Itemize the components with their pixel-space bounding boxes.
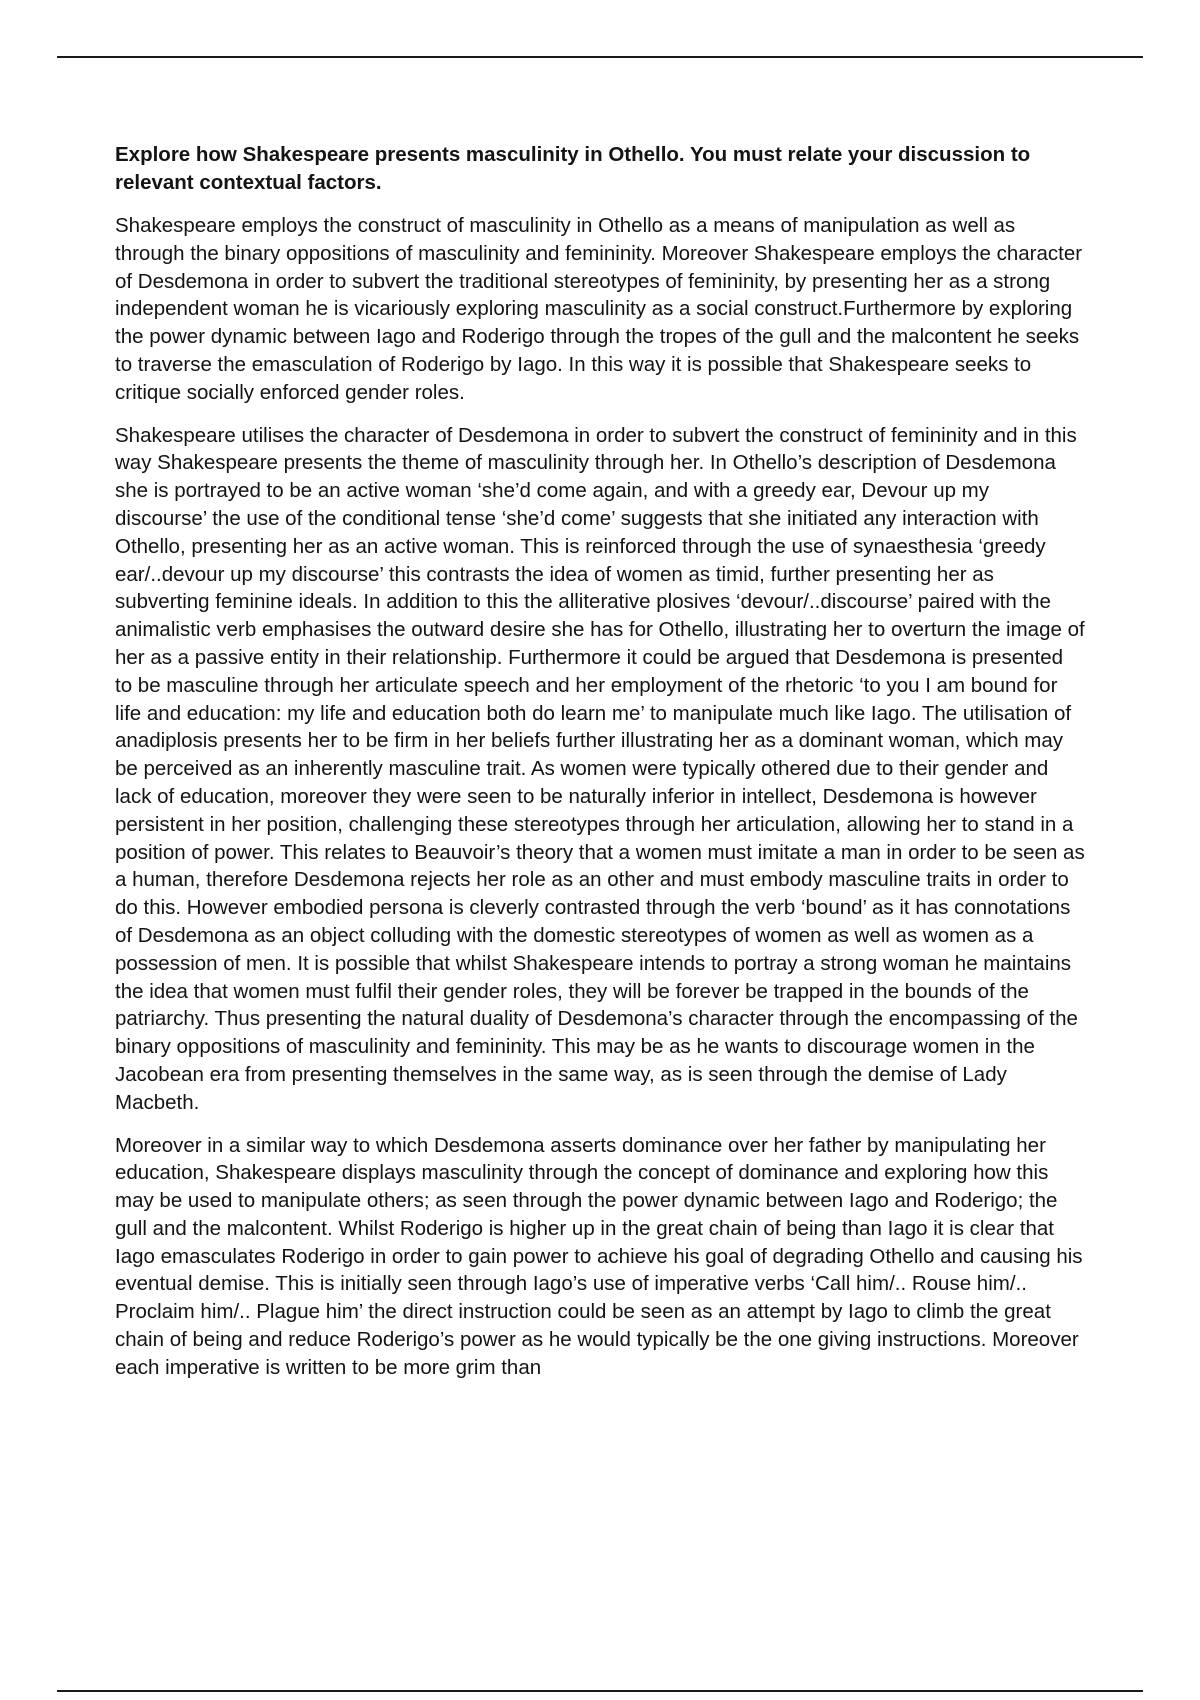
essay-title: Explore how Shakespeare presents masculinity in Othello. You must relate your discussion to relevant contextual factors.	[115, 143, 1031, 194]
paragraph-iago-roderigo: Moreover in a similar way to which Desdemona asserts dominance over her father by manipulating her education, Shakespeare displays masculinity through the concept of dominance and exploring how this may be used to manipulate others; as seen through the power dynamic between Iago and Roderigo; the gull and the malcontent. Whilst Roderigo is higher up in the great chain of being than Iago it is clear that Iago emasculates Roderigo in order to gain power to achieve his goal of degrading Othello and causing his eventual demise. This is initially seen through Iago’s use of imperative verbs ‘Call him/.. Rouse him/.. Proclaim him/.. Plague him’ the direct instruction could be seen as an attempt by Iago to climb the great chain of being and reduce Roderigo’s power as he would typically be the one giving instructions. Moreover each imperative is written to be more grim than	[115, 1133, 1083, 1379]
essay-body	[115, 141, 1085, 1397]
paragraph-desdemona: Shakespeare utilises the character of Desdemona in order to subvert the construct of femininity and in this way Shakespeare presents the theme of masculinity through her. In Othello’s description of Desdemona she is portrayed to be an active woman ‘she’d come again, and with a greedy ear, Devour up my discourse’ the use of the conditional tense ‘she’d come’ suggests that she initiated any interaction with Othello, presenting her as an active woman. This is reinforced through the use of synaesthesia ‘greedy ear/..devour up my discourse’ this contrasts the idea of women as timid, further presenting her as subverting feminine ideals. In addition to this the alliterative plosives ‘devour/..discourse’ paired with the animalistic verb emphasises the outward desire she has for Othello, illustrating her to overturn the image of her as a passive entity in their relationship. Furthermore it could be argued that Desdemona is presented to be masculine through her articulate speech and her employment of the rhetoric ‘to you I am bound for life and education: my life and education both do learn me’ to manipulate much like Iago. The utilisation of anadiplosis presents her to be firm in her beliefs further illustrating her as a dominant woman, which may be perceived as an inherently masculine trait. As women were typically othered due to their gender and lack of education, moreover they were seen to be naturally inferior in intellect, Desdemona is however persistent in her position, challenging these stereotypes through her articulation, allowing her to stand in a position of power. This relates to Beauvoir’s theory that a women must imitate a man in order to be seen as a human, therefore Desdemona rejects her role as an other and must embody masculine traits in order to do this. However embodied persona is cleverly contrasted through the verb ‘bound’ as it has connotations of Desdemona as an object colluding with the domestic stereotypes of women as well as women as a possession of men. It is possible that whilst Shakespeare intends to portray a strong woman he maintains the idea that women must fulfil their gender roles, they will be forever be trapped in the bounds of the patriarchy. Thus presenting the natural duality of Desdemona’s character through the encompassing of the binary oppositions of masculinity and femininity. This may be as he wants to discourage women in the Jacobean era from presenting themselves in the same way, as is seen through the demise of Lady Macbeth.	[115, 423, 1085, 1114]
bottom-rule	[57, 1690, 1143, 1692]
paragraph-intro: Shakespeare employs the construct of masculinity in Othello as a means of manipulation as well as through the binary oppositions of masculinity and femininity. Moreover Shakespeare employs the character of Desdemona in order to subvert the traditional stereotypes of femininity, by presenting her as a strong independent woman he is vicariously exploring masculinity as a social construct.Furthermore by exploring the power dynamic between Iago and Roderigo through the tropes of the gull and the malcontent he seeks to traverse the emasculation of Roderigo by Iago. In this way it is possible that Shakespeare seeks to critique socially enforced gender roles.	[115, 214, 1083, 404]
top-rule	[57, 56, 1143, 58]
